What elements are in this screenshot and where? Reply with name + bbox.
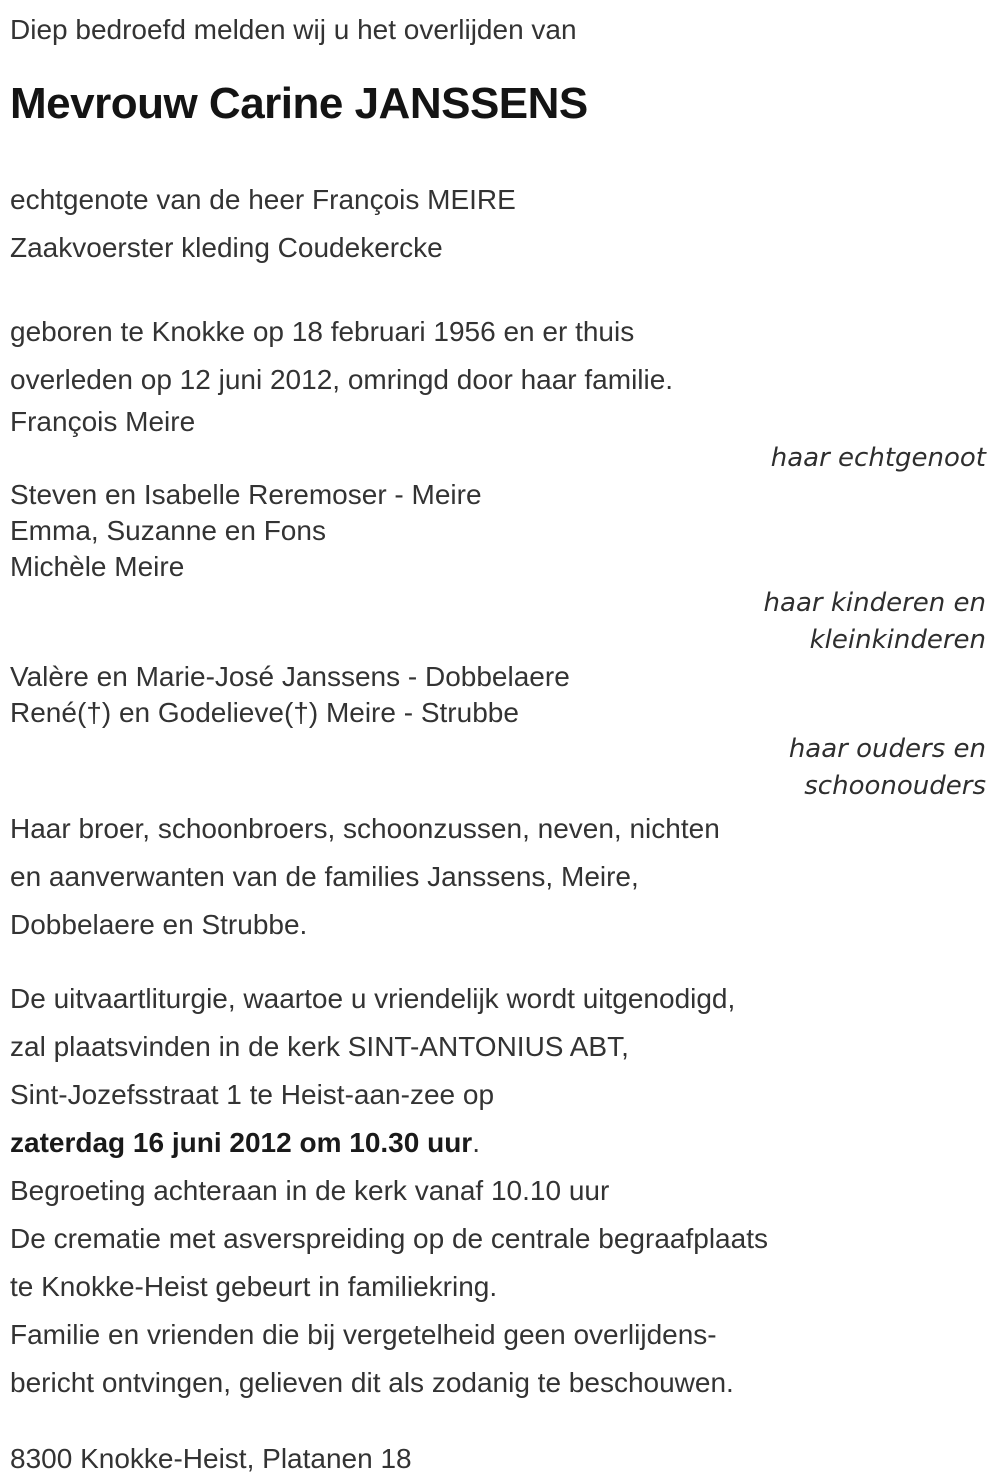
family-line: Haar broer, schoonbroers, schoonzussen, neven, nichten: [10, 813, 720, 844]
relative-name: François Meire: [10, 406, 196, 437]
relative-name: Valère en Marie-José Janssens - Dobbelaere: [10, 661, 570, 692]
relation-label: schoonouders: [804, 771, 986, 801]
ceremony-datetime-period: .: [472, 1127, 480, 1158]
cremation-line: te Knokke-Heist gebeurt in familiekring.: [10, 1271, 498, 1302]
greeting-line: Begroeting achteraan in de kerk vanaf 10.10 uur: [10, 1175, 610, 1206]
relative-name: René(†) en Godelieve(†) Meire - Strubbe: [10, 697, 519, 728]
intro-line: Diep bedroefd melden wij u het overlijden van: [10, 14, 577, 45]
ceremony-datetime-line: [10, 1119, 986, 1167]
death-line: overleden op 12 juni 2012, omringd door haar familie.: [10, 364, 674, 395]
address-line: 8300 Knokke-Heist, Platanen 18: [10, 1443, 412, 1474]
apology-line: bericht ontvingen, gelieven dit als zodanig te beschouwen.: [10, 1367, 734, 1398]
relation-label: haar echtgenoot: [770, 443, 986, 473]
relative-name: Emma, Suzanne en Fons: [10, 515, 326, 546]
ceremony-datetime: zaterdag 16 juni 2012 om 10.30 uur: [10, 1127, 473, 1158]
occupation-line: Zaakvoerster kleding Coudekercke: [10, 232, 443, 263]
relative-name: Steven en Isabelle Reremoser - Meire: [10, 479, 482, 510]
apology-line: Familie en vrienden die bij vergetelheid geen overlijdens-: [10, 1319, 717, 1350]
family-line: en aanverwanten van de families Janssens, Meire,: [10, 861, 639, 892]
cremation-line: De crematie met asverspreiding op de centrale begraafplaats: [10, 1223, 768, 1254]
family-line: Dobbelaere en Strubbe.: [10, 909, 308, 940]
relative-name: Michèle Meire: [10, 551, 185, 582]
relation-label: haar ouders en: [788, 734, 986, 764]
relation-label: haar kinderen en: [763, 588, 986, 618]
relation-label: kleinkinderen: [809, 625, 986, 655]
birth-line: geboren te Knokke op 18 februari 1956 en er thuis: [10, 316, 635, 347]
ceremony-line: Sint-Jozefsstraat 1 te Heist-aan-zee op: [10, 1079, 495, 1110]
ceremony-line: zal plaatsvinden in de kerk SINT-ANTONIUS ABT,: [10, 1031, 629, 1062]
ceremony-line: De uitvaartliturgie, waartoe u vriendelijk wordt uitgenodigd,: [10, 983, 736, 1014]
spouse-line: echtgenote van de heer François MEIRE: [10, 184, 516, 215]
deceased-name-title: Mevrouw Carine JANSSENS: [10, 79, 588, 128]
